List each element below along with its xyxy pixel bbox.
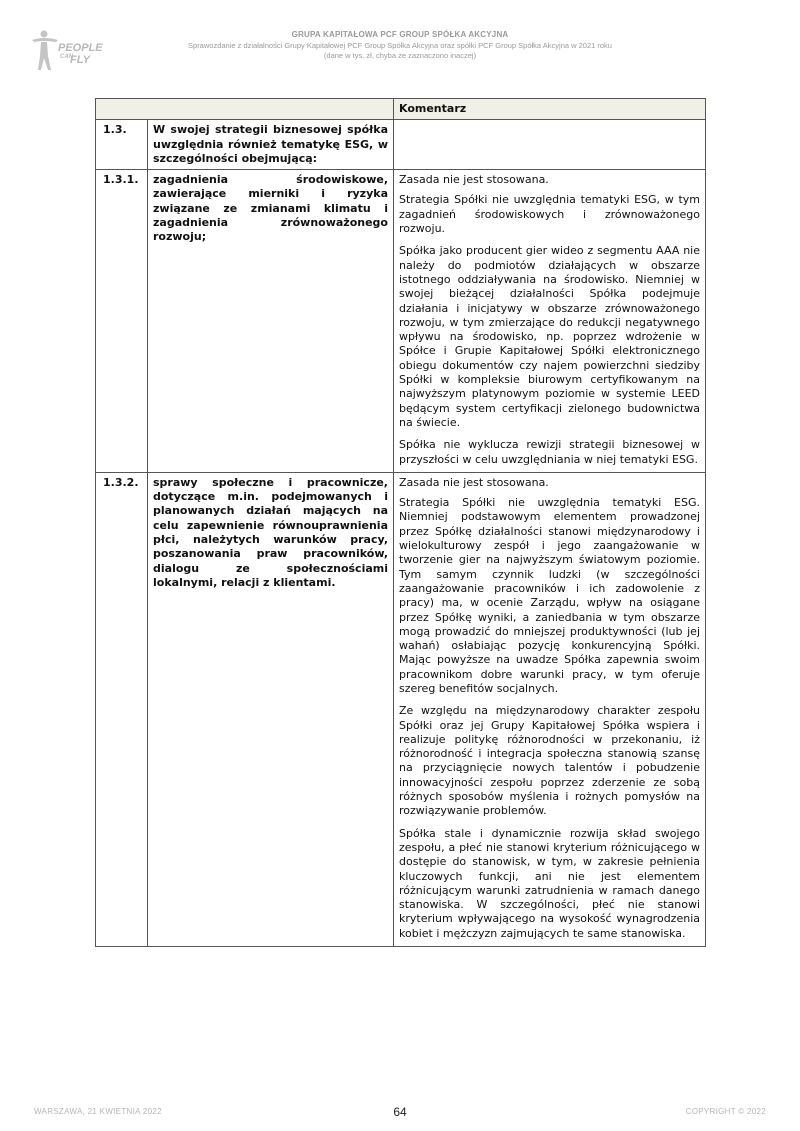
table-row xyxy=(96,120,706,170)
logo-word-people: PEOPLE xyxy=(58,42,103,54)
footer-date: WARSZAWA, 21 KWIETNIA 2022 xyxy=(34,1107,162,1116)
principle-number: 1.3. xyxy=(96,120,148,170)
header-empty-cell xyxy=(96,99,394,120)
footer-copyright: COPYRIGHT © 2022 xyxy=(685,1107,766,1116)
comment-paragraph: Spółka nie wyklucza rewizji strategii biznesowej w przyszłości w celu uwzględniania w niej tematyki ESG. xyxy=(399,438,700,466)
esg-principles-table xyxy=(95,98,706,947)
principle-number: 1.3.1. xyxy=(96,170,148,473)
principle-topic: sprawy społeczne i pracownicze, dotyczące m.in. podejmowanych i planowanych działań mających na celu zapewnienie równouprawnienia płci, należytych warunków pracy, poszanowania praw pracowników, dialogu ze społecznościami lokalnymi, relacji z klientami. xyxy=(148,472,394,946)
principle-comment xyxy=(394,472,706,946)
principle-comment xyxy=(394,170,706,473)
comment-paragraph: Strategia Spółki nie uwzględnia tematyki ESG, w tym zagadnień środowiskowych i zrównoważonego rozwoju. xyxy=(399,193,700,236)
table-header-row xyxy=(96,99,706,120)
comment-paragraph: Zasada nie jest stosowana. xyxy=(399,475,549,489)
company-name: GRUPA KAPITAŁOWA PCF GROUP SPÓŁKA AKCYJNA xyxy=(291,30,509,39)
principle-topic: W swojej strategii biznesowej spółka uwzględnia również tematykę ESG, w szczególności obejmującą: xyxy=(148,120,394,170)
page-number: 64 xyxy=(393,1105,407,1119)
comment-paragraph: Spółka stale i dynamicznie rozwija skład swojego zespołu, a płeć nie stanowi kryterium różnicującego w dostępie do stanowisk, w tym, w zakresie pełnienia kluczowych funkcji, ani nie jest elementem różnicującym warunki zatrudnienia w ramach danego stanowiska. W szczególności, płeć nie stanowi kryterium wpływającego na wysokość wynagrodzenia kobiet i mężczyzn zajmujących te same stanowiska. xyxy=(399,826,700,940)
table-row xyxy=(96,170,706,473)
comment-column-header: Komentarz xyxy=(394,99,706,120)
logo-word-can: CAN xyxy=(60,54,73,60)
comment-paragraph: Spółka jako producent gier wideo z segmentu AAA nie należy do podmiotów działających w obszarze istotnego oddziaływania na środowisko. Niemniej w swojej bieżącej działalności Spółka podejmuje działania i inicjatywy w obszarze zrównoważonego rozwoju, w tym zmierzające do redukcji negatywnego wpływu na środowisko, np. poprzez wdrożenie w Spółce i Grupie Kapitałowej Spółki elektronicznego obiegu dokumentów czy najem powierzchni siedziby Spółki w kompleksie biurowym certyfikowanym na najwyższym platynowym poziomie w systemie LEED będącym system certyfikacji zielonego budownictwa na świecie. xyxy=(399,244,700,429)
table-row xyxy=(96,472,706,946)
principle-topic: zagadnienia środowiskowe, zawierające mierniki i ryzyka związane ze zmianami klimatu i zagadnienia zrównoważonego rozwoju; xyxy=(148,170,394,473)
page-header xyxy=(0,30,800,60)
comment-paragraph: Strategia Spółki nie uwzględnia tematyki ESG. Niemniej podstawowym elementem prowadzonej przez Spółkę działalności stanowi międzynarodowy i wielokulturowy zespół i jego zaangażowanie w tworzenie gier na najwyższym światowym poziomie. Tym samym czynnik ludzki (w szczególności zaangażowanie pracowników i ich zadowolenie z pracy) ma, w ocenie Zarządu, wpływ na osiągane przez Spółkę wyniki, a zaniedbania w tym obszarze mogą prowadzić do mniejszej produktywności (lub jej wahań) osłabiając pozycję konkurencyjną Spółki. Mając powyższe na uwadze Spółka zapewnia swoim pracownikom dobre warunki pracy, w tym oferuje szereg benefitów socjalnych. xyxy=(399,496,700,695)
report-subtitle: Sprawozdanie z działalności Grupy Kapitałowej PCF Group Spółka Akcyjna oraz spółki PCF Group Spółka Akcyjna w 2021 roku xyxy=(188,41,612,50)
page-footer xyxy=(0,1105,800,1121)
principle-number: 1.3.2. xyxy=(96,472,148,946)
principle-comment xyxy=(394,120,706,170)
logo-word-fly: FLY xyxy=(70,54,90,66)
comment-paragraph: Zasada nie jest stosowana. xyxy=(399,173,549,187)
currency-note: (dane w tys. zł, chyba że zaznaczono inaczej) xyxy=(323,51,477,60)
comment-paragraph: Ze względu na międzynarodowy charakter zespołu Spółki oraz jej Grupy Kapitałowej Spółka wspiera i realizuje politykę różnorodności w przekonaniu, iż różnorodność i integracja społeczna stanowią szansę na przyciągnięcie nowych talentów i pobudzenie innowacyjności zespołu poprzez zderzenie ze sobą różnych sposobów myślenia i rożnych pomysłów na rozwiązywanie problemów. xyxy=(399,704,700,818)
